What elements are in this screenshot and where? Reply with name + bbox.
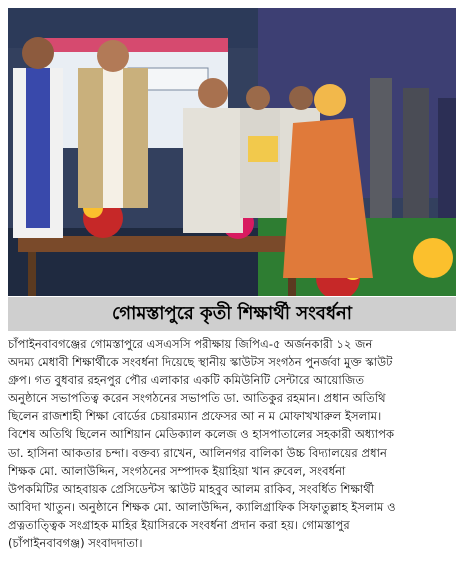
table-top: [18, 236, 308, 252]
article-line: শিক্ষক মো. আলাউদ্দিন, সংগঠনের সম্পাদক ইয়াহিয়া খান রুবেল, সংবর্ধনা: [8, 463, 346, 478]
table-leg: [28, 252, 36, 296]
article-line: (চাঁপাইনবাবগঞ্জ) সংবাদদাতা।: [8, 536, 143, 551]
article-line: গ্রুপ। গত বুধবার রহনপুর পৌর এলাকার একটি কমিউনিটি সেন্টারে আয়োজিত: [8, 373, 365, 388]
ceremony-photo-illustration: [8, 8, 456, 296]
headline: গোমস্তাপুরে কৃতী শিক্ষার্থী সংবর্ধনা: [8, 297, 456, 331]
news-photo: [8, 8, 456, 296]
article-line: প্রত্নতাত্ত্বিক সংগ্রাহক মাহির ইয়াসিরকে সংবর্ধনা প্রদান করা হয়। গোমস্তাপুর: [8, 517, 350, 532]
article-body: [8, 335, 458, 557]
article-line: ছিলেন রাজশাহী শিক্ষা বোর্ডের চেয়ারম্যান প্রফেসর আ ন ম মোফাখখারুল ইসলাম।: [8, 409, 382, 424]
article-line: উপকমিটির আহবায়ক প্রেসিডেন্টস স্কাউট মাহবুব আলম রাকিব, সংবর্ধিত শিক্ষার্থী: [8, 481, 375, 496]
article-line: অনুষ্ঠানে সভাপতিত্ব করেন সংগঠনের সভাপতি ডা. আতিকুর রহমান। প্রধান অতিথি: [8, 391, 386, 406]
crest-award: [248, 136, 278, 162]
stage-light-stand: [403, 88, 429, 238]
article-line: ডা. হাসিনা আকতার চন্দা। বক্তব্য রাখেন, আলিনগর বালিকা উচ্চ বিদ্যালয়ের প্রধান: [8, 445, 387, 460]
stage-light-stand: [370, 78, 392, 228]
flower-bouquet: [413, 238, 453, 278]
article-line: আবিদা খাতুন। অনুষ্ঠানে শিক্ষক মো. আলাউদ্দিন, ক্যালিগ্রাফিক সিফাতুল্লাহ ইসলাম ও: [8, 499, 396, 514]
article-line: চাঁপাইনবাবগঞ্জের গোমস্তাপুরে এসএসসি পরীক্ষায় জিপিএ-৫ অর্জনকারী ১২ জন: [8, 337, 373, 351]
article-line: অদম্য মেধাবী শিক্ষার্থীকে সংবর্ধনা দিয়েছে স্থানীয় স্কাউটস সংগঠন পুনর্জবা মুক্ত স্কাউট: [8, 355, 393, 370]
banner-flower-garland: [38, 38, 228, 52]
stage-curtain: [438, 98, 456, 228]
article-line: বিশেষ অতিথি ছিলেন আশিয়ান মেডিক্যাল কলেজ ও হাসপাতালের সহকারী অধ্যাপক: [8, 427, 395, 442]
